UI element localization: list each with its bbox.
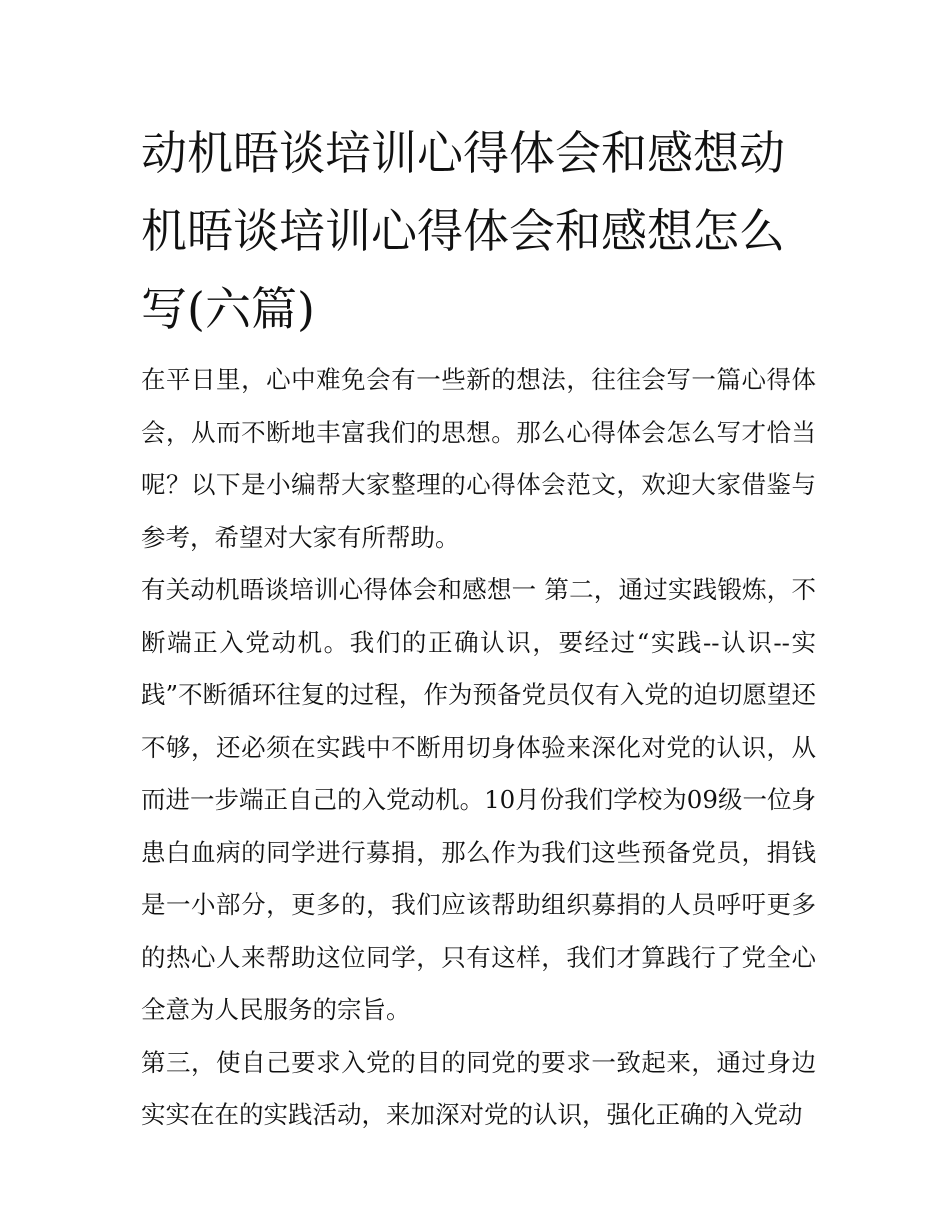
- body-paragraph-2: 第三，使自己要求入党的目的同党的要求一致起来，通过身边实实在在的实践活动，来加深对党的认识，强化正确的入党动: [141, 1047, 816, 1129]
- intro-paragraph: 在平日里，心中难免会有一些新的想法，往往会写一篇心得体会，从而不断地丰富我们的思想。那么心得体会怎么写才恰当呢？以下是小编帮大家整理的心得体会范文，欢迎大家借鉴与参考，希望对大家有所帮助。: [141, 365, 816, 552]
- document-title: 动机晤谈培训心得体会和感想动机晤谈培训心得体会和感想怎么写(六篇): [141, 126, 785, 336]
- document-body: [141, 114, 816, 1142]
- body-paragraph-1: 有关动机晤谈培训心得体会和感想一 第二，通过实践锻炼，不断端正入党动机。我们的正确认识，要经过“实践--认识--实践”不断循环往复的过程，作为预备党员仅有入党的迫切愿望还不够，还必须在实践中不断用切身体验来深化对党的认识，从而进一步端正自己的入党动机。10月份我们学校为09级一位身患白血病的同学进行募捐，那么作为我们这些预备党员，捐钱是一小部分，更多的，我们应该帮助组织募捐的人员呼吁更多的热心人来帮助这位同学，只有这样，我们才算践行了党全心全意为人民服务的宗旨。: [141, 575, 816, 1024]
